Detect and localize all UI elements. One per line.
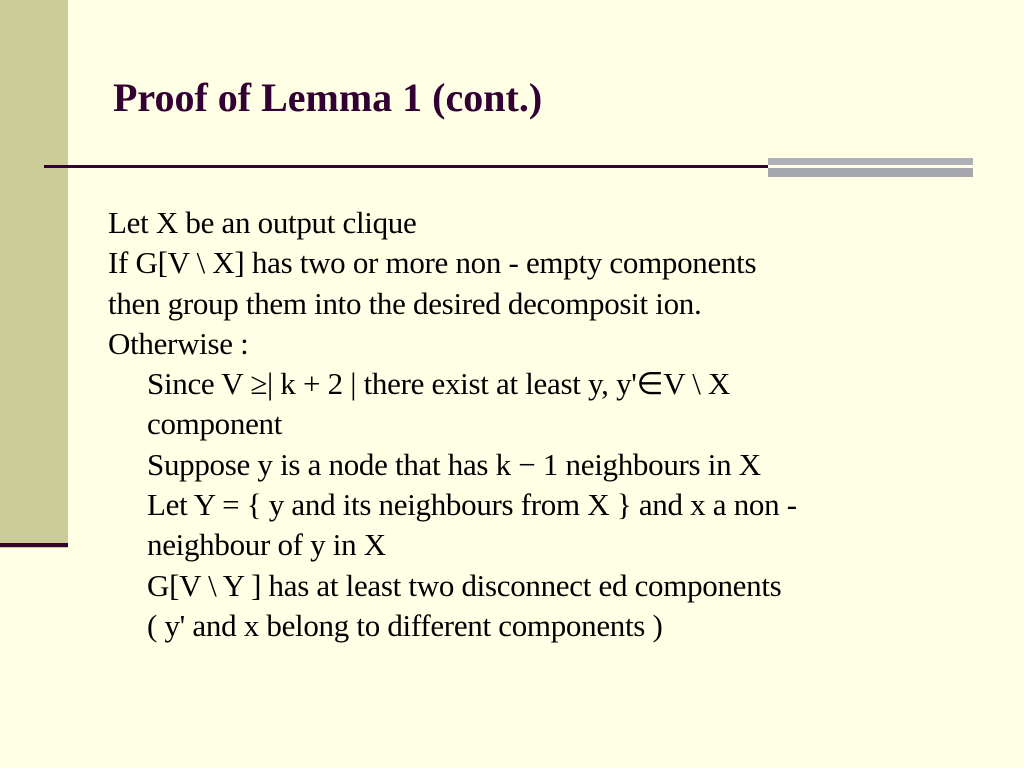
divider-accent-stripe-top [768,158,973,165]
body-line-then-group: then group them into the desired decomposit ion. [108,285,702,321]
body-line-neighbour: neighbour of y in X [147,527,386,563]
body-line-belong: ( y' and x belong to different components ) [147,607,663,643]
sidebar-decoration [0,0,68,548]
body-line-suppose: Suppose y is a node that has k − 1 neighbours in X [147,446,761,482]
body-line-let-x: Let X be an output clique [108,205,417,240]
slide-title: Proof of Lemma 1 (cont.) [113,75,543,120]
body-line-otherwise: Otherwise : [108,325,249,361]
body-line-since: Since V ≥| k + 2 | there exist at least y, y'∈V \ X [147,366,731,402]
body-line-disconnected: G[V \ Y ] has at least two disconnect ed components [147,567,782,603]
body-line-if-components: If G[V \ X] has two or more non - empty components [108,245,757,281]
divider-accent-stripe-bottom [768,168,973,177]
sidebar-accent-line [0,543,68,547]
body-line-component: component [147,406,283,442]
slide-body [108,203,988,646]
body-line-let-y: Let Y = { y and its neighbours from X } and x a non - [147,487,797,523]
title-divider [44,165,768,168]
title-divider-accent [768,158,973,180]
